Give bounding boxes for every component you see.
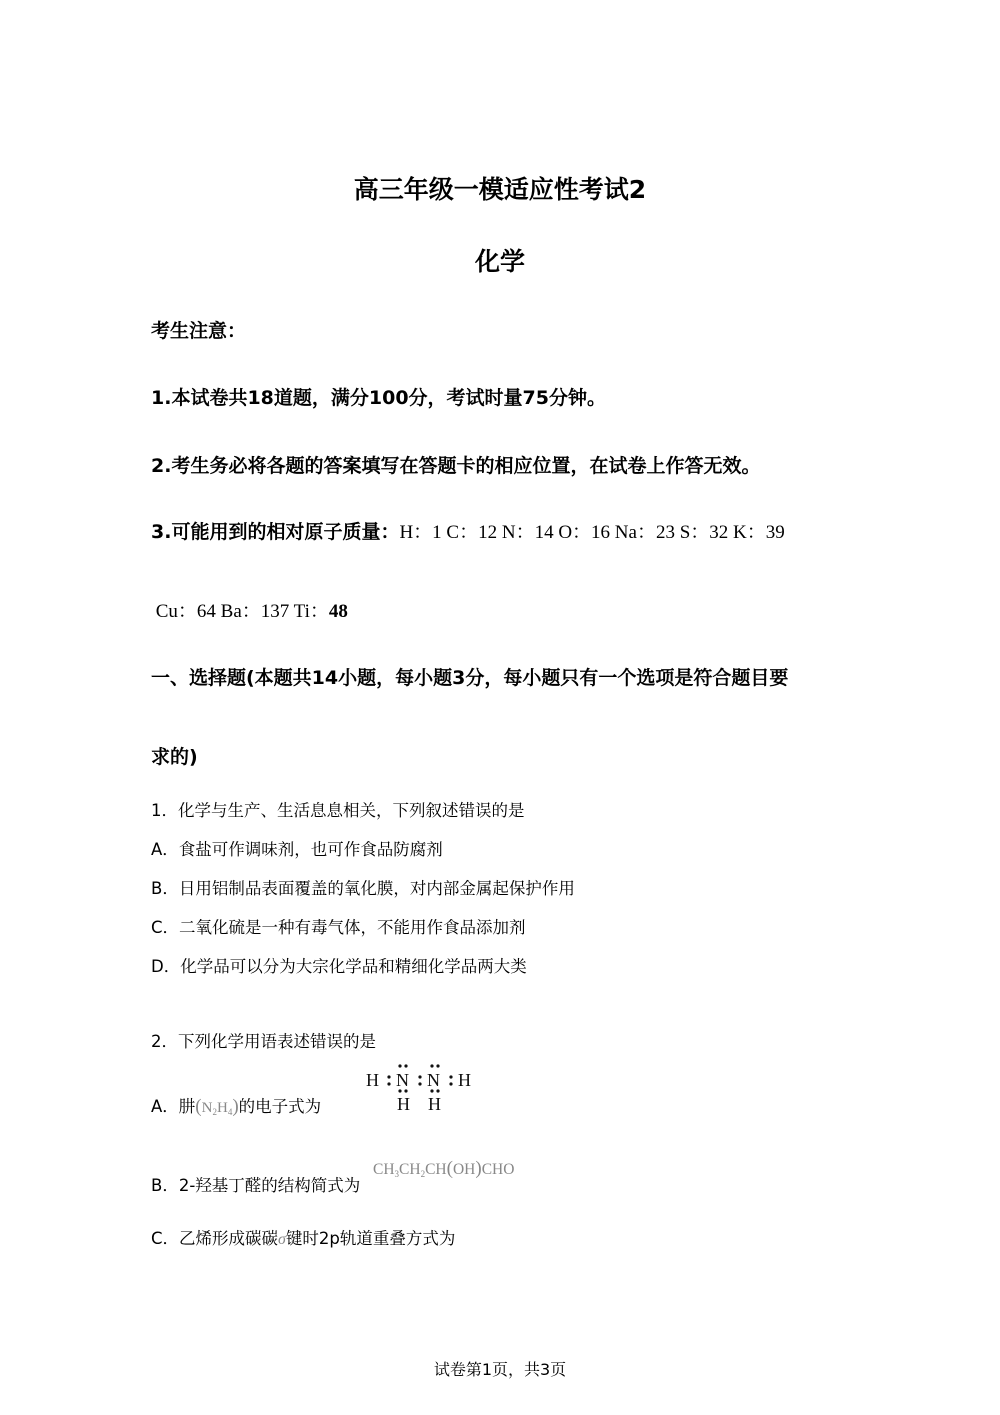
question-1-option-b: B．日用铝制品表面覆盖的氧化膜，对内部金属起保护作用 — [151, 879, 575, 898]
atomic-masses-line2-text: Cu：64 Ba：137 Ti： — [151, 601, 329, 622]
question-2-option-b — [151, 1172, 360, 1196]
question-1-stem: 1．化学与生产、生活息息相关，下列叙述错误的是 — [151, 801, 525, 820]
notice-item-2: 2.考生务必将各题的答案填写在答题卡的相应位置，在试卷上作答无效。 — [151, 455, 761, 477]
question-2-option-a-suffix: 的电子式为 — [238, 1097, 322, 1116]
notice-heading: 考生注意： — [151, 320, 247, 342]
exam-title: 高三年级一模适应性考试2 — [353, 175, 647, 204]
hydroxybutanal-formula: $CH_3CH_2CH(OH)CHO$ — [373, 1158, 515, 1179]
hydrazine-formula: $(N_2H_4)$ — [195, 1096, 239, 1117]
question-2-option-c-text: C．乙烯形成碳碳 — [151, 1229, 279, 1248]
lewis-h-right: H — [458, 1070, 471, 1090]
question-2-option-a — [151, 1093, 321, 1118]
notice-item-3-label: 3.可能用到的相对原子质量： — [151, 521, 400, 543]
atomic-masses-line1: H：1 C：12 N：14 O：16 Na：23 S：32 K：39 — [399, 522, 785, 543]
question-1-option-d: D．化学品可以分为大宗化学品和精细化学品两大类 — [151, 957, 527, 976]
subject-title: 化学 — [474, 247, 525, 276]
question-2-stem: 2．下列化学用语表述错误的是 — [151, 1032, 376, 1051]
section1-heading-line1: 一、选择题(本题共14小题，每小题3分，每小题只有一个选项是符合题目要 — [151, 667, 789, 689]
lewis-h-left: H — [366, 1070, 379, 1090]
atomic-masses-line2-tail: 48 — [328, 601, 348, 622]
lewis-h-bottom-left: H — [397, 1094, 410, 1114]
page-footer: 试卷第1页，共3页 — [433, 1360, 567, 1379]
sigma-symbol: σ — [278, 1231, 286, 1248]
question-1-option-a: A．食盐可作调味剂，也可作食品防腐剂 — [151, 840, 443, 859]
question-2-option-c — [151, 1225, 455, 1249]
lewis-n-left: N — [396, 1070, 409, 1090]
section1-heading-line2: 求的) — [151, 746, 198, 768]
question-2-option-c-text2: 键时2p轨道重叠方式为 — [285, 1229, 456, 1248]
question-2-option-b-prefix: B．2-羟基丁醛的结构简式为 — [151, 1176, 361, 1195]
atomic-masses-line2 — [151, 596, 348, 623]
lewis-n-right: N — [427, 1070, 440, 1090]
question-1-option-c: C．二氧化硫是一种有毒气体，不能用作食品添加剂 — [151, 918, 526, 937]
lewis-h-bottom-right: H — [428, 1094, 441, 1114]
notice-item-1: 1.本试卷共18道题，满分100分，考试时量75分钟。 — [151, 387, 606, 409]
notice-item-3 — [151, 517, 785, 544]
hydrazine-lewis-structure — [366, 1062, 486, 1118]
question-2-option-a-prefix: A．肼 — [151, 1097, 196, 1116]
